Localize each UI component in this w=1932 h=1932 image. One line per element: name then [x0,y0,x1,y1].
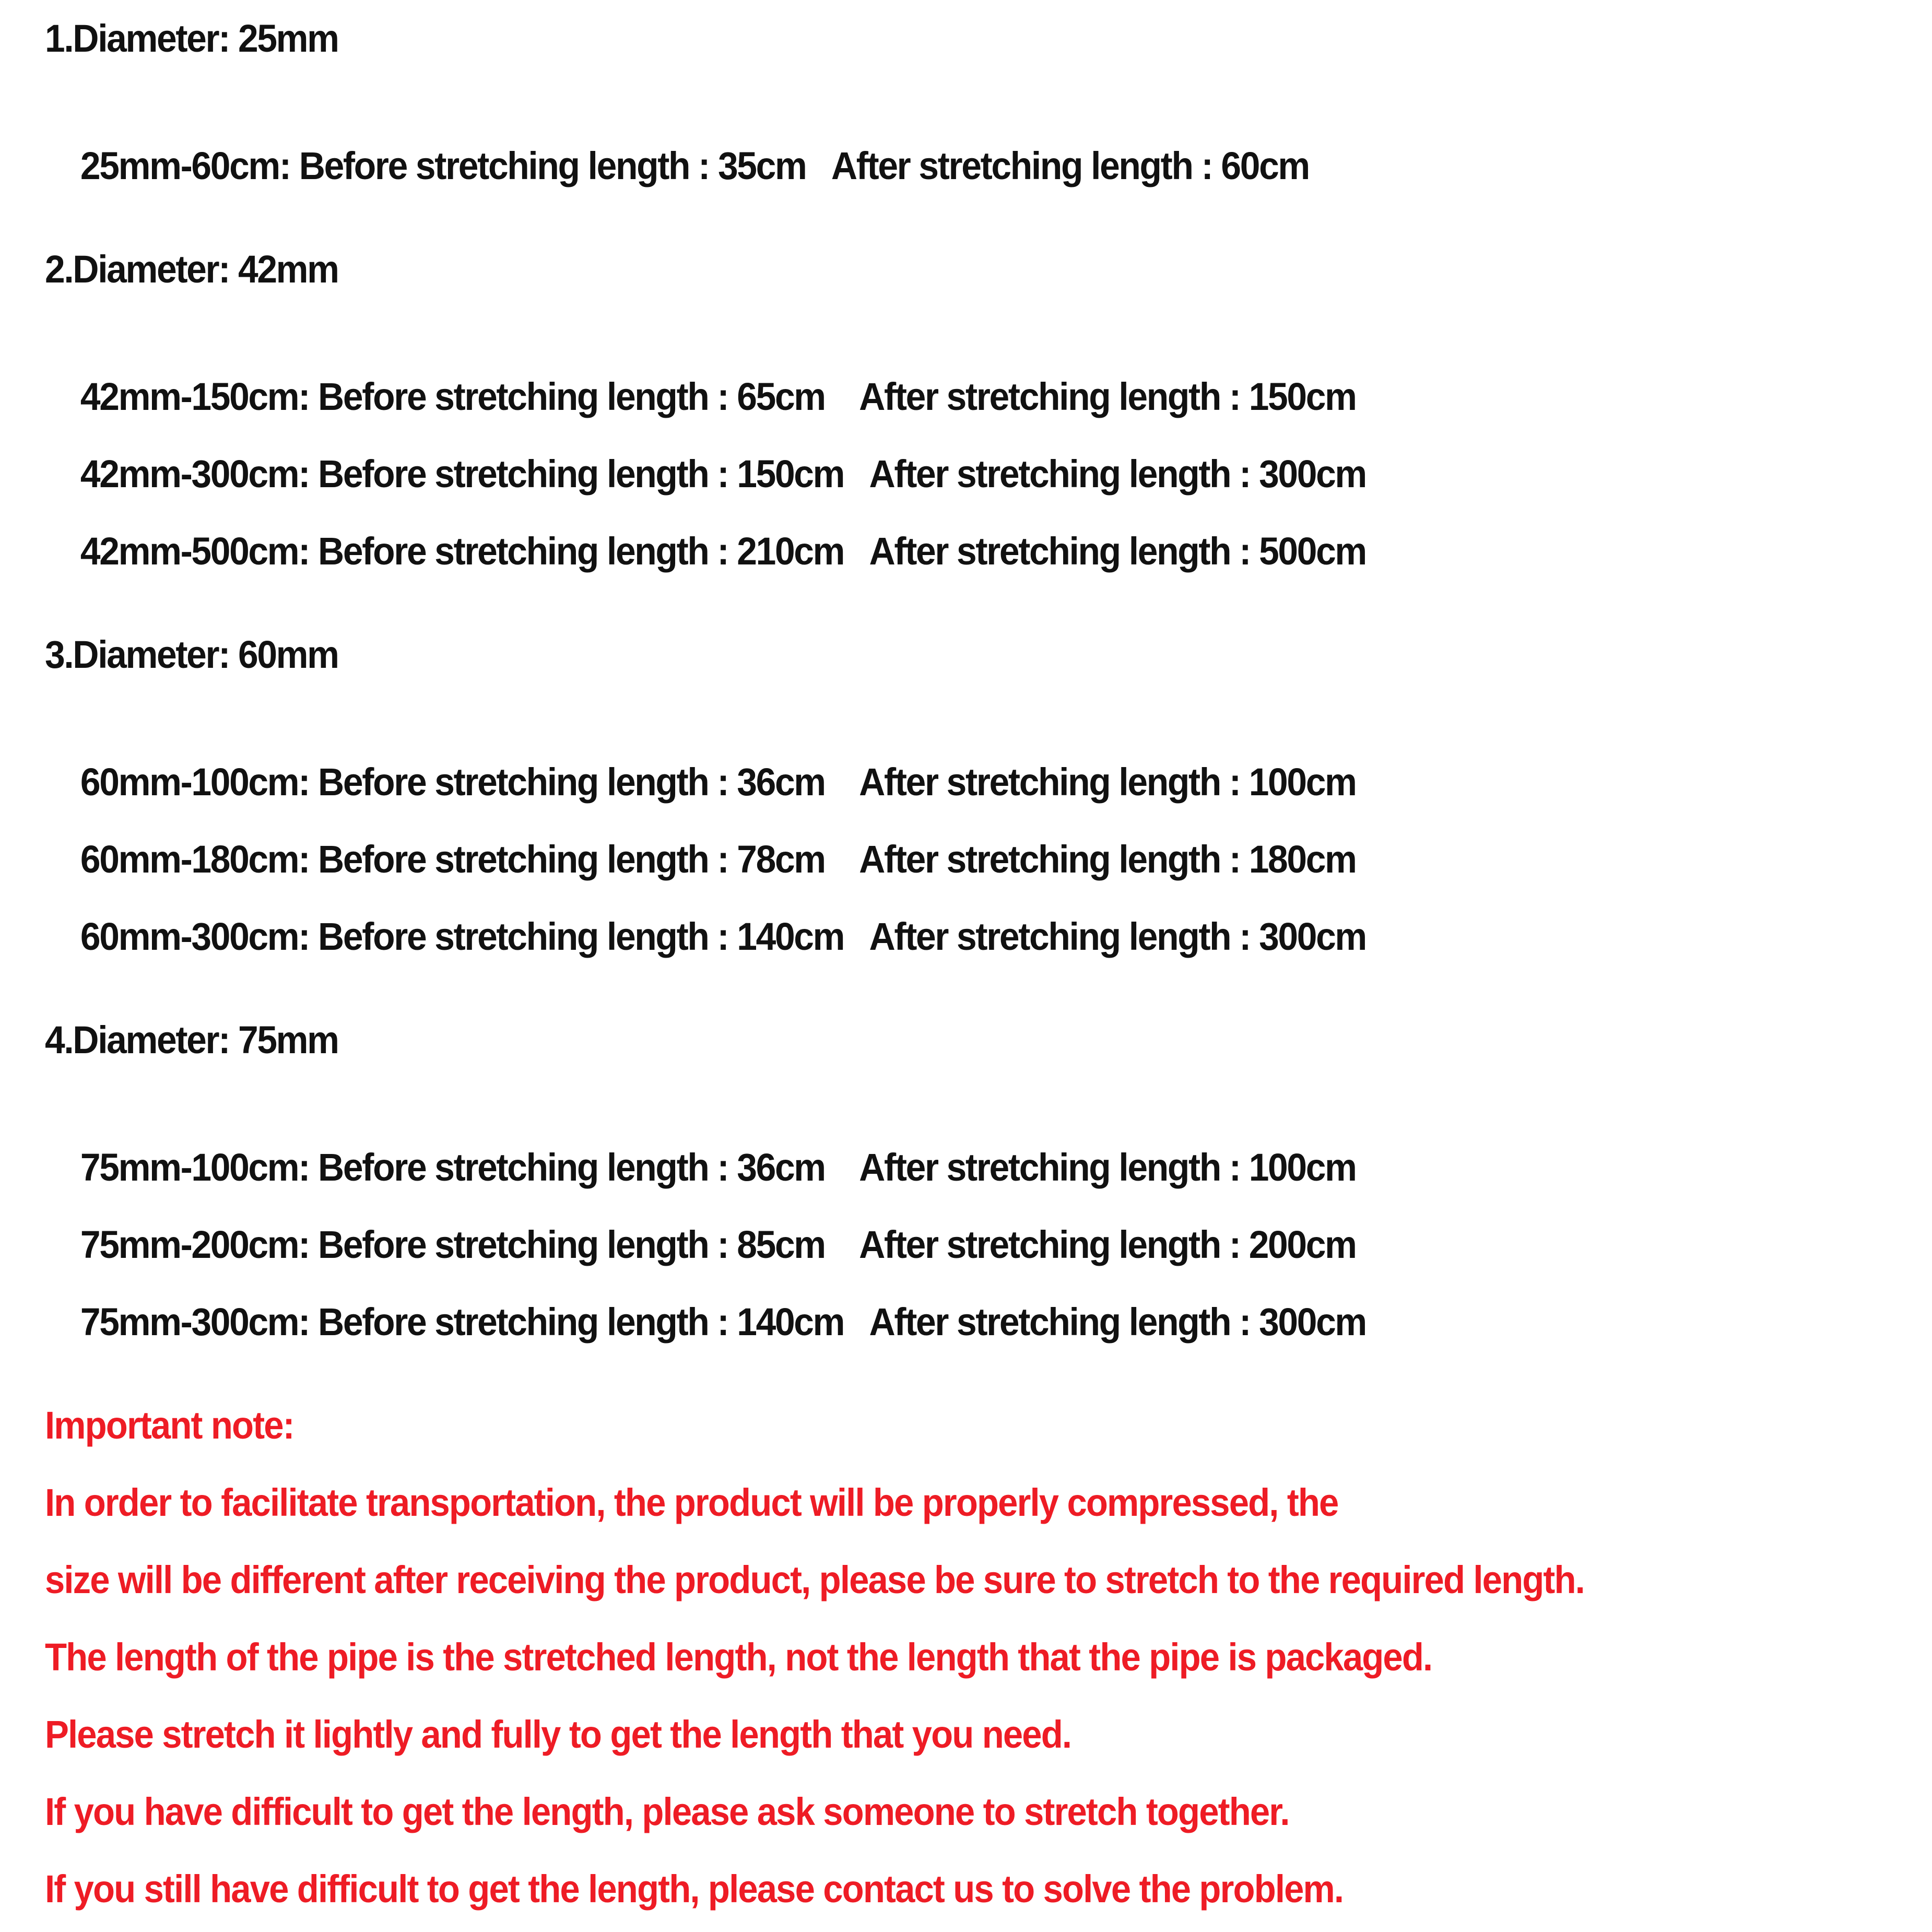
note-line: Please stretch it lightly and fully to get the length that you need. [45,1713,1071,1756]
spec-before-length: Before stretching length : 210cm [318,529,844,573]
spec-before-length: Before stretching length : 36cm [318,760,825,804]
spec-before-length: Before stretching length : 85cm [318,1223,825,1266]
spec-after-length: After stretching length : 300cm [869,1300,1366,1344]
spec-after-length: After stretching length : 150cm [859,375,1356,418]
spec-after-length: After stretching length : 180cm [859,838,1356,881]
spec-model: 75mm-100cm: [80,1146,310,1189]
group-heading: 1.Diameter: 25mm [45,17,338,60]
spec-before-length: Before stretching length : 35cm [299,144,806,187]
spec-model: 60mm-180cm: [80,838,310,881]
note-line: size will be different after receiving the product, please be sure to stretch to the required length. [45,1558,1584,1601]
note-line: The length of the pipe is the stretched length, not the length that the pipe is packaged. [45,1635,1432,1679]
spec-before-length: Before stretching length : 65cm [318,375,825,418]
spec-before-length: Before stretching length : 140cm [318,1300,844,1344]
spec-model: 42mm-300cm: [80,452,310,496]
spec-model: 60mm-100cm: [80,760,310,804]
group-heading: 3.Diameter: 60mm [45,633,338,676]
spec-model: 75mm-200cm: [80,1223,310,1266]
spec-after-length: After stretching length : 300cm [869,915,1366,958]
spec-row [45,862,1366,1012]
spec-model: 42mm-500cm: [80,529,310,573]
spec-before-length: Before stretching length : 36cm [318,1146,825,1189]
group-heading: 4.Diameter: 75mm [45,1018,338,1062]
spec-model: 25mm-60cm: [80,144,290,187]
spec-after-length: After stretching length : 300cm [869,452,1366,496]
spec-after-length: After stretching length : 200cm [859,1223,1356,1266]
spec-after-length: After stretching length : 500cm [869,529,1366,573]
spec-model: 60mm-300cm: [80,915,310,958]
spec-row [45,1247,1366,1397]
spec-after-length: After stretching length : 100cm [859,760,1356,804]
spec-after-length: After stretching length : 60cm [831,144,1309,187]
spec-after-length: After stretching length : 100cm [859,1146,1356,1189]
spec-before-length: Before stretching length : 150cm [318,452,844,496]
note-line: If you still have difficult to get the length, please contact us to solve the problem. [45,1867,1344,1911]
note-line: In order to facilitate transportation, the product will be properly compressed, the [45,1481,1338,1524]
note-title: Important note: [45,1404,294,1447]
spec-row [45,91,1309,241]
group-heading: 2.Diameter: 42mm [45,248,338,291]
spec-model: 42mm-150cm: [80,375,310,418]
spec-before-length: Before stretching length : 78cm [318,838,825,881]
spec-model: 75mm-300cm: [80,1300,310,1344]
spec-row [45,476,1366,627]
note-line: If you have difficult to get the length, please ask someone to stretch together. [45,1790,1289,1833]
spec-before-length: Before stretching length : 140cm [318,915,844,958]
